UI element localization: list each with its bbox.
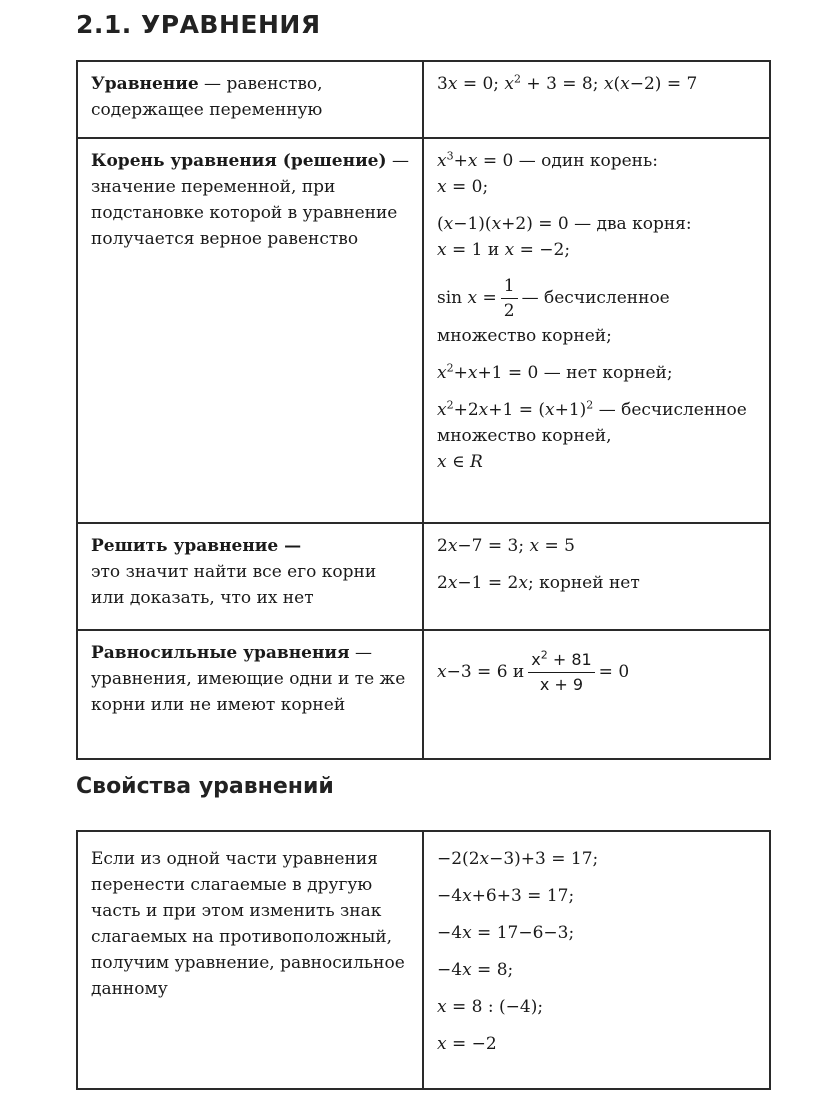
math-var: x [437,240,447,260]
math-part: ( [437,214,444,234]
math-part: 2 [437,536,448,556]
math-exp: 2 [446,398,454,412]
property-text: Если из одной части уравнения перенести слагаемые в другую часть и при этом изменить знак слагаемых на противоположный, получим уравнение, равносильное данному [91,849,405,999]
step-line [437,883,759,909]
step-line [437,957,759,983]
math-part: — бесчисленное [521,288,670,308]
fraction [501,274,518,323]
math-part: +2 [453,400,479,420]
math-part: +1) [554,400,587,420]
def-solve: это значит найти все его корни или доказать, что их нет [91,562,377,608]
math-var: x [479,849,490,869]
table-row-root [77,138,770,523]
table-row-property [77,831,770,1089]
example-line [437,274,759,323]
math-part: = 17−6−3; [471,923,575,943]
math-part: = 5 [539,536,575,556]
term-root: Корень уравнения (решение) [91,151,387,171]
math-part: +2) = 0 — два корня: [501,214,692,234]
table-row-equivalent [77,630,770,759]
math-part: −3)+3 = 17; [489,849,599,869]
math-part: +1 = ( [488,400,545,420]
math-var: x [491,214,502,234]
math-part: = 0 — один корень: [477,151,658,171]
table-row-equation [77,61,770,138]
math-var: x [437,177,447,197]
term-solve: Решить уравнение — [91,536,302,556]
math-var: x [437,151,447,171]
math-part: + [453,151,468,171]
fraction [528,648,594,697]
def-equivalent: — уравнения, имеющие одни и те же корни или не имеют корней [91,643,406,715]
math-part: −4 [437,886,463,906]
cell-example [423,831,770,1089]
math-part: −3 = 6 и [446,662,525,682]
example-line [437,148,759,174]
math-part: = 0; [446,177,489,197]
math-part: ( [613,74,621,94]
math-var: x [447,74,458,94]
math-part: 2 [437,573,448,593]
math-part: −4 [437,923,463,943]
math-var: x [545,400,555,420]
math-part: 3 [437,74,448,94]
fraction-numerator: 1 [501,274,518,299]
math-part: = 0 [598,662,630,682]
math-part: — бесчисленное множество корней, [437,400,747,446]
math-var: R [470,452,483,472]
math-part: + [453,363,468,383]
term-equivalent: Равносильные уравнения [91,643,350,663]
fraction-denominator: x + 9 [539,675,584,694]
cell-definition [77,831,423,1089]
step-line [437,994,759,1020]
example-line [437,211,759,237]
example-line [437,174,759,200]
def-equation: — равенство, содержащее переменную [91,74,323,120]
example-line [437,449,759,475]
math-var: x [531,650,541,669]
fraction-numerator [528,648,594,673]
math-part: = −2 [446,1034,497,1054]
math-exp: 2 [540,648,548,662]
math-var: x [603,74,614,94]
math-var: x [467,288,478,308]
example-line [437,648,759,697]
section-title: 2.1. УРАВНЕНИЯ [76,10,321,39]
math-var: x [447,573,458,593]
cell-definition [77,138,423,523]
math-part: +1 = 0 — нет корней; [477,363,673,383]
math-part: = 0; [457,74,505,94]
cell-definition [77,523,423,630]
properties-table [76,830,771,1090]
math-part: = [477,288,497,308]
math-var: x [447,536,458,556]
math-part: +6+3 = 17; [471,886,575,906]
math-var: x [529,536,540,556]
cell-example [423,630,770,759]
table-row-solve [77,523,770,630]
math-var: x [462,960,472,980]
math-part: = 8 : (−4); [446,997,544,1017]
example-line [437,237,759,263]
math-part: + 81 [547,650,592,669]
math-var: x [504,74,515,94]
cell-definition [77,630,423,759]
math-var: x [620,74,630,94]
math-var: x [518,573,528,593]
math-part: = −2; [514,240,571,260]
math-part: −1 = 2 [457,573,519,593]
math-part: −7 = 3; [457,536,530,556]
math-exp: 2 [586,398,594,412]
math-exp: 2 [514,72,522,86]
cell-definition [77,61,423,138]
math-var: x [462,923,472,943]
math-part: −4 [437,960,463,980]
math-var: x [437,997,447,1017]
math-var: x [437,400,447,420]
math-part: = 8; [471,960,514,980]
def-root: — значение переменной, при подстановке которой в уравнение получается верное равенство [91,151,409,249]
fraction-denominator: 2 [503,301,515,321]
math-exp: 3 [446,149,454,163]
equations-table [76,60,771,760]
cell-example [423,523,770,630]
math-var: x [437,662,447,682]
math-var: x [437,1034,447,1054]
math-var: x [443,214,454,234]
example-line [437,533,759,559]
math-var: x [478,400,489,420]
cell-example [423,138,770,523]
math-part: = 1 и [446,240,505,260]
step-line [437,1031,759,1057]
math-part: ∈ [446,452,470,472]
example-line [437,397,759,449]
math-part: ; корней нет [527,573,640,593]
math-var: x [437,363,447,383]
math-var: x [467,363,478,383]
term-equation: Уравнение [91,74,199,94]
step-line [437,920,759,946]
example-line [437,360,759,386]
math-part: −2) = 7 [629,74,698,94]
math-part: −2(2 [437,849,480,869]
cell-example [423,61,770,138]
math-var: x [462,886,472,906]
example-line [437,323,759,349]
math-var: x [437,452,447,472]
math-part: sin [437,288,463,308]
math-exp: 2 [446,361,454,375]
example-line [437,570,759,596]
math-part: −1)( [453,214,492,234]
math-part: + 3 = 8; [521,74,604,94]
math-var: x [467,151,478,171]
step-line [437,846,759,872]
properties-title: Свойства уравнений [76,774,334,799]
math-part: множество корней; [437,326,612,346]
math-var: x [504,240,515,260]
